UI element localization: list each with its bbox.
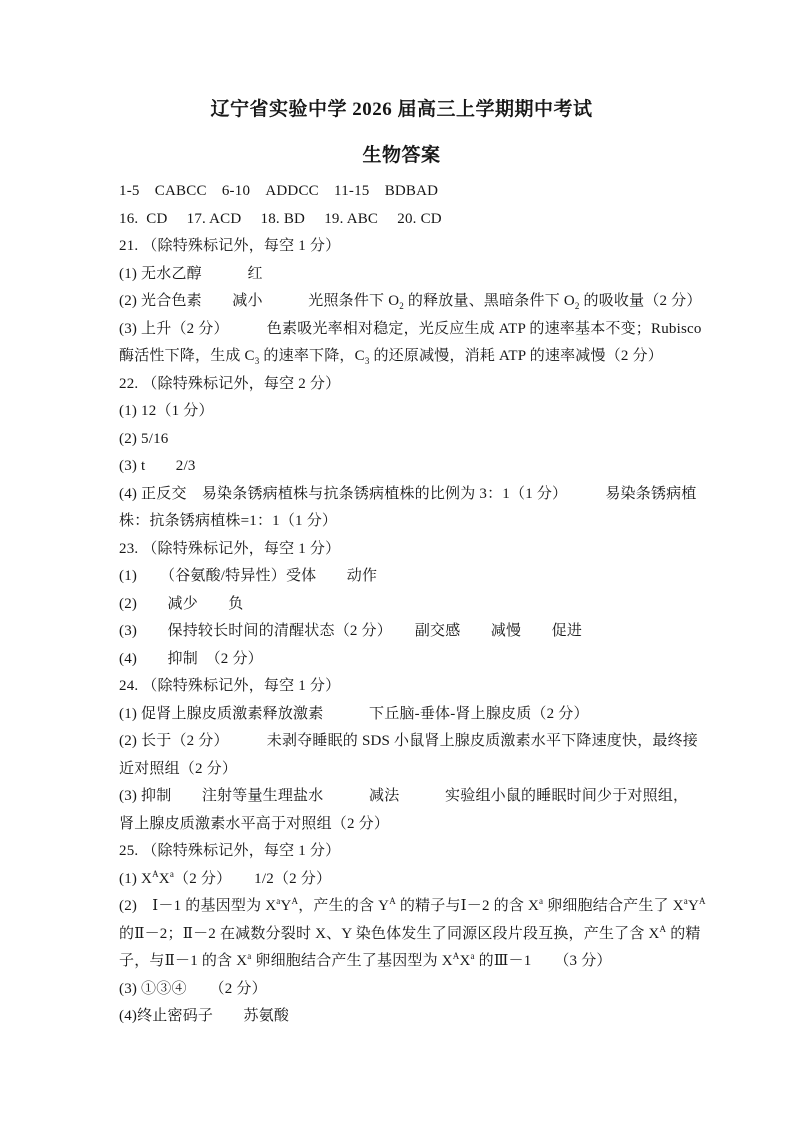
- answer-text: 近对照组（2 分）: [119, 760, 238, 777]
- answer-line: [119, 371, 684, 399]
- answer-text: (1) 促肾上腺皮质激素释放激素 下丘脑-垂体-肾上腺皮质（2 分）: [119, 705, 589, 722]
- answer-text: 1-5 CABCC 6-10 ADDCC 11-15 BDBAD: [119, 183, 439, 199]
- answer-text: A: [452, 951, 460, 961]
- answer-line: [119, 866, 684, 894]
- answer-line: [119, 508, 684, 536]
- answer-text: 的还原减慢，消耗 ATP 的速率减慢（2 分）: [369, 348, 663, 364]
- answer-line: [119, 536, 684, 564]
- answer-text: (2) 5/16: [119, 430, 169, 447]
- answer-line: [119, 1003, 684, 1031]
- answer-text: X: [158, 870, 170, 887]
- answer-text: a: [539, 896, 544, 906]
- answer-text: A: [699, 896, 706, 906]
- answer-line: [119, 976, 684, 1004]
- answer-text: (1) 无水乙醇 红: [119, 265, 263, 282]
- answer-text: 22. （除特殊标记外，每空 2 分）: [119, 375, 341, 392]
- answer-text: a: [470, 951, 475, 961]
- answer-text: Y: [280, 898, 292, 914]
- document-subtitle: 生物答案: [362, 145, 441, 166]
- answer-text: 2: [574, 301, 580, 311]
- answer-text: A: [152, 868, 159, 879]
- answer-line: [119, 948, 684, 976]
- answer-text: 3: [364, 356, 370, 366]
- answer-line: [119, 206, 684, 234]
- answer-text: X: [459, 953, 471, 969]
- answer-text: 酶活性下降，生成 C: [119, 348, 255, 364]
- answer-text: (4) 正反交 易染条锈病植株与抗条锈病植株的比例为 3：1（1 分） 易染条锈病植: [119, 485, 697, 502]
- answer-text: (1) X: [119, 870, 153, 887]
- answer-text: (4) 抑制 （2 分）: [119, 650, 263, 667]
- answer-line: [119, 398, 684, 426]
- answer-line: [119, 261, 684, 289]
- answer-text: 16. CD 17. ACD 18. BD 19. ABC 20. CD: [119, 210, 442, 227]
- answer-line: [119, 646, 684, 674]
- answer-text: 的Ⅱ－2；Ⅱ－2 在减数分裂时 X、Y 染色体发生了同源区段片段互换，产生了含 X: [119, 925, 660, 942]
- answer-text: (2) 光合色素 减小 光照条件下 O: [119, 293, 400, 309]
- answer-line: [119, 453, 684, 481]
- answer-text: 的精: [666, 925, 701, 942]
- answer-text: ，产生的含 Y: [298, 898, 390, 914]
- answer-text: 子，与Ⅱ－1 的含 X: [119, 953, 248, 969]
- answer-line: [119, 756, 684, 784]
- answer-text: 肾上腺皮质激素水平高于对照组（2 分）: [119, 815, 390, 832]
- answer-text: 24. （除特殊标记外，每空 1 分）: [119, 678, 341, 694]
- answer-line: [119, 563, 684, 591]
- document-title: 辽宁省实验中学 2026 届高三上学期期中考试: [210, 99, 593, 120]
- answer-text: （2 分） 1/2（2 分）: [174, 870, 332, 887]
- answer-text: 2: [399, 301, 404, 311]
- answer-text: (2) 减少 负: [119, 595, 244, 612]
- answer-text: 的吸收量（2 分）: [579, 293, 702, 309]
- answer-text: (1) （谷氨酸/特异性）受体 动作: [119, 568, 378, 584]
- answer-text: (3) 抑制 注射等量生理盐水 减法 实验组小鼠的睡眠时间少于对照组，: [119, 788, 689, 804]
- answer-text: a: [247, 951, 252, 961]
- answer-line: [119, 701, 684, 729]
- answer-line: [119, 728, 699, 756]
- answer-text: (3) t 2/3: [119, 458, 196, 474]
- answer-text: 21. （除特殊标记外，每空 1 分）: [119, 238, 341, 254]
- answer-line: [119, 316, 702, 344]
- answer-text: 株：抗条锈病植株=1：1（1 分）: [119, 513, 338, 529]
- answer-text: 卵细胞结合产生了基因型为 X: [251, 953, 453, 969]
- answer-text: a: [683, 896, 688, 906]
- answer-line: [119, 618, 684, 646]
- answer-text: 的速率下降，C: [259, 348, 365, 364]
- answer-text: 23. （除特殊标记外，每空 1 分）: [119, 540, 341, 557]
- answer-line: [119, 893, 706, 921]
- answer-text: A: [659, 923, 667, 934]
- answer-line: [119, 811, 684, 839]
- answer-line: [119, 921, 701, 949]
- answer-text: (3) 保持较长时间的清醒状态（2 分） 副交感 减慢 促进: [119, 623, 583, 639]
- answer-text: (1) 12（1 分）: [119, 403, 214, 419]
- answer-line: [119, 783, 689, 811]
- answer-text: (2) Ⅰ－1 的基因型为 X: [119, 898, 277, 914]
- answer-text: 卵细胞结合产生了 X: [543, 898, 684, 914]
- answer-text: 的Ⅲ－1 （3 分）: [474, 953, 612, 969]
- answer-line: [119, 838, 684, 866]
- answer-text: a: [276, 896, 281, 906]
- answer-line: [119, 343, 684, 371]
- answer-line: [119, 426, 684, 454]
- answer-text: Y: [687, 898, 699, 914]
- answer-line: [119, 591, 684, 619]
- answer-text: a: [169, 868, 175, 879]
- answer-line: [119, 481, 697, 509]
- answer-text: 的精子与Ⅰ－2 的含 X: [395, 898, 539, 914]
- answer-line: [119, 233, 684, 261]
- answer-text: (2) 长于（2 分） 未剥夺睡眠的 SDS 小鼠肾上腺皮质激素水平下降速度快，最终接: [119, 733, 699, 749]
- answer-text: (3) 上升（2 分） 色素吸光率相对稳定，光反应生成 ATP 的速率基本不变；Rubisco: [119, 320, 702, 337]
- answer-text: A: [291, 896, 299, 906]
- answer-text: (3) ①③④ （2 分）: [119, 980, 267, 997]
- document-body: [119, 178, 706, 1031]
- answer-line: [119, 673, 684, 701]
- answer-text: (4)终止密码子 苏氨酸: [119, 1008, 290, 1024]
- answer-text: 25. （除特殊标记外，每空 1 分）: [119, 843, 341, 859]
- answer-text: A: [389, 896, 396, 906]
- answer-text: 3: [254, 356, 260, 366]
- answer-text: 的释放量、黑暗条件下 O: [403, 293, 575, 309]
- answer-line: [119, 288, 702, 316]
- answer-line: [119, 178, 684, 206]
